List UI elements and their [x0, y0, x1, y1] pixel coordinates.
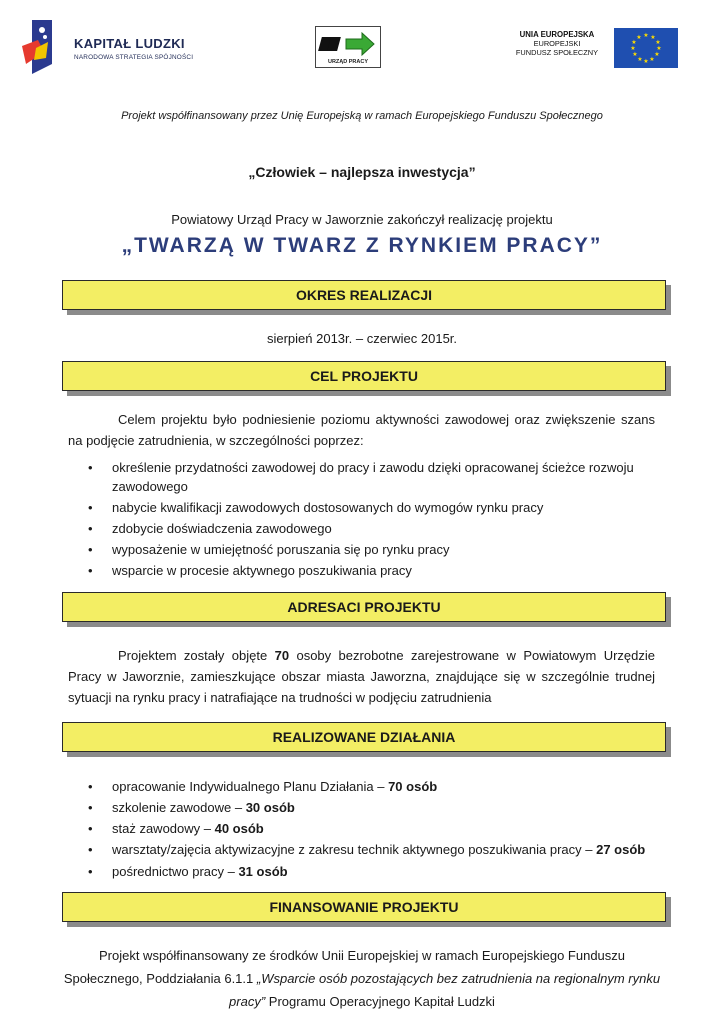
- activity-value: 31 osób: [238, 864, 288, 879]
- section-heading-activities: REALIZOWANE DZIAŁANIA: [62, 722, 666, 752]
- urzad-pracy-label: URZĄD PRACY: [327, 59, 369, 65]
- svg-text:★: ★: [655, 39, 661, 46]
- list-item: [68, 840, 658, 859]
- svg-text:★: ★: [643, 58, 649, 65]
- period-text: sierpień 2013r. – czerwiec 2015r.: [266, 331, 458, 346]
- activity-value: 30 osób: [245, 800, 295, 815]
- svg-text:★: ★: [632, 51, 638, 58]
- intro-line: Powiatowy Urząd Pracy w Jaworznie zakończył realizację projektu: [171, 212, 553, 227]
- activity-label: pośrednictwo pracy –: [112, 864, 239, 879]
- list-item: • określenie przydatności zawodowej do pracy i zawodu dzięki opracowanej ścieżce rozwoju zawodowego: [68, 458, 658, 496]
- funding-paragraph: [60, 944, 664, 1013]
- svg-text:★: ★: [643, 32, 649, 39]
- activity-label: warsztaty/zajęcia aktywizacyjne z zakresu technik aktywnego poszukiwania pracy –: [112, 842, 597, 857]
- list-item: [68, 862, 658, 881]
- activity-value: 40 osób: [214, 821, 264, 836]
- list-item: [68, 777, 658, 796]
- kapital-ludzki-title: KAPITAŁ LUDZKI: [74, 36, 185, 51]
- svg-text:★: ★: [637, 56, 643, 63]
- activity-label: szkolenie zawodowe –: [112, 800, 246, 815]
- list-item: [68, 798, 658, 817]
- recipients-text-after: osoby bezrobotne zarejestrowane w Powiatowym Urzędzie Pracy w Jaworznie, zamieszkujące obszar miasta Jaworzna, znajdujące się w szczególnie trudnej sytuacji na rynku pracy i natrafiające na trudności w podjęciu zatrudnienia: [68, 648, 655, 705]
- svg-text:★: ★: [630, 45, 636, 52]
- list-item: [68, 819, 658, 838]
- cofinancing-note: Projekt współfinansowany przez Unię Europejską w ramach Europejskiego Funduszu Społecznego: [121, 110, 603, 122]
- activity-label: staż zawodowy –: [112, 821, 215, 836]
- svg-text:★: ★: [631, 39, 637, 46]
- section-heading-goal: CEL PROJEKTU: [62, 361, 666, 391]
- urzad-pracy-logo: [315, 26, 381, 68]
- activities-list: [68, 777, 658, 883]
- list-item: • wsparcie w procesie aktywnego poszukiwania pracy: [68, 561, 658, 580]
- eu-line-1: UNIA EUROPEJSKA: [519, 30, 595, 39]
- svg-text:★: ★: [649, 56, 655, 63]
- eu-text-block: [508, 30, 606, 57]
- motto: „Człowiek – najlepsza inwestycja”: [248, 164, 476, 180]
- funding-text-3: Programu Operacyjnego Kapitał Ludzki: [265, 994, 495, 1009]
- urzad-pracy-arrow-icon: [316, 29, 380, 61]
- goal-paragraph: Celem projektu było podniesienie poziomu aktywności zawodowej oraz zwiększenie szans na podjęcie zatrudnienia, w szczególności poprzez:: [68, 412, 655, 448]
- funding-measure-name: „Wsparcie osób pozostających bez zatrudnienia na regionalnym rynku pracy”: [229, 971, 661, 1009]
- eu-line-3: FUNDUSZ SPOŁECZNY: [515, 48, 599, 57]
- kapital-ludzki-subtitle: NARODOWA STRATEGIA SPÓJNOŚCI: [74, 54, 194, 61]
- kapital-ludzki-emblem-icon: [22, 18, 58, 76]
- activity-value: 70 osób: [388, 779, 438, 794]
- project-title: „TWARZĄ W TWARZ Z RYNKIEM PRACY”: [121, 234, 603, 257]
- activity-value: 27 osób: [596, 842, 646, 857]
- svg-text:★: ★: [650, 34, 656, 41]
- eu-line-2: EUROPEJSKI: [533, 39, 581, 48]
- svg-text:★: ★: [654, 51, 660, 58]
- recipients-count: 70: [274, 648, 290, 663]
- kapital-ludzki-logo: [22, 18, 222, 76]
- activity-label: opracowanie Indywidualnego Planu Działania –: [112, 779, 389, 794]
- list-item: • zdobycie doświadczenia zawodowego: [68, 519, 658, 538]
- svg-text:★: ★: [656, 45, 662, 52]
- goal-list: [68, 458, 658, 582]
- svg-text:★: ★: [636, 34, 642, 41]
- section-heading-funding: FINANSOWANIE PROJEKTU: [62, 892, 666, 922]
- list-item: • wyposażenie w umiejętność poruszania się po rynku pracy: [68, 540, 658, 559]
- list-item: • nabycie kwalifikacji zawodowych dostosowanych do wymogów rynku pracy: [68, 498, 658, 517]
- section-heading-period: OKRES REALIZACJI: [62, 280, 666, 310]
- eu-flag-icon: [614, 28, 678, 68]
- funding-text-1: Projekt współfinansowany ze środków Unii Europejskiej w ramach Europejskiego Funduszu Społecznego, Poddziałania 6.1.1: [63, 948, 626, 986]
- recipients-paragraph: [68, 645, 655, 708]
- section-heading-recipients: ADRESACI PROJEKTU: [62, 592, 666, 622]
- recipients-text-before: Projektem zostały objęte: [118, 648, 275, 663]
